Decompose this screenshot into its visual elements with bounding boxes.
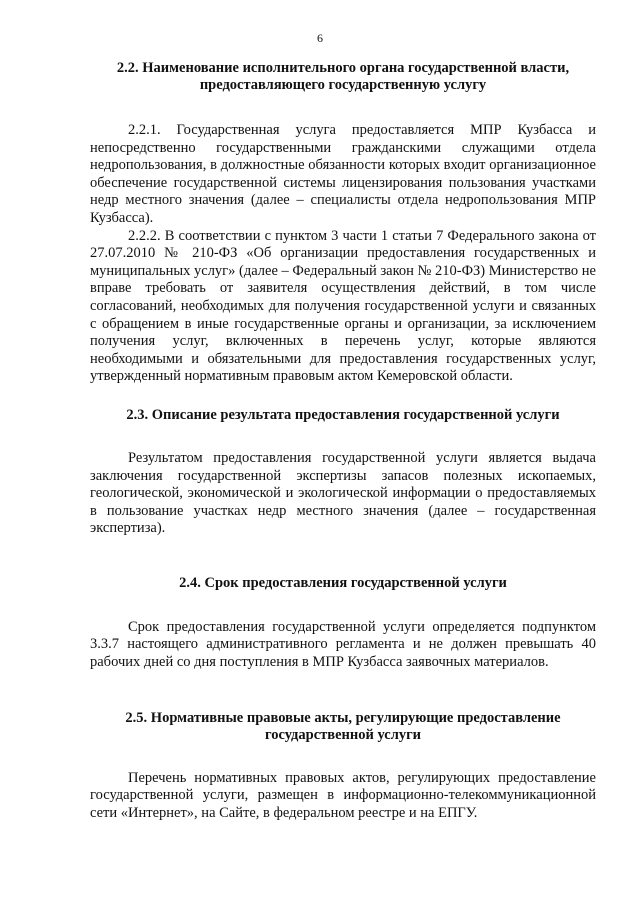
section-2-4-paragraph: Срок предоставления государственной услуги определяется подпунктом 3.3.7 настоящего административного регламента и не должен превышать 40 рабочих дней со дня поступления в МПР Кузбасса заявочных материалов.: [90, 618, 596, 671]
document-body: [90, 60, 596, 822]
section-2-5-paragraph: Перечень нормативных правовых актов, регулирующих предоставление государственной услуги, размещен в информационно-телекоммуникационной сети «Интернет», на Сайте, в федеральном реестре и на ЕПГУ.: [90, 769, 596, 821]
section-2-3-paragraph: Результатом предоставления государственной услуги является выдача заключения государственной экспертизы запасов полезных ископаемых, геологической, экономической и экологической информации о предоставляемых в пользование участках недр местного значения (далее – государственная экспертиза).: [90, 449, 596, 537]
section-2-3-heading: 2.3. Описание результата предоставления государственной услуги: [126, 406, 560, 423]
section-2-2-2-paragraph: 2.2.2. В соответствии с пунктом 3 части 1 статьи 7 Федерального закона от 27.07.2010 № 210-ФЗ «Об организации предоставления государственных и муниципальных услуг» (далее – Федеральный закон № 210-ФЗ) Министерство не вправе требовать от заявителя осуществления действий, в том числе согласований, необходимых для получения государственной услуги и связанных с обращением в иные государственные органы и организации, за исключением получения услуг, включенных в перечень услуг, которые являются необходимыми и обязательными для предоставления государственных услуг, утвержденный нормативным правовым актом Кемеровской области.: [90, 227, 596, 385]
page-number: 6: [317, 31, 323, 45]
section-2-5-heading: 2.5. Нормативные правовые акты, регулирующие предоставление государственной услуги: [125, 709, 561, 743]
section-2-2-heading: 2.2. Наименование исполнительного органа государственной власти, предоставляющего государственную услугу: [116, 60, 570, 93]
section-2-2-1-paragraph: 2.2.1. Государственная услуга предоставляется МПР Кузбасса и непосредственно государственными гражданскими служащими отдела недропользования, в должностные обязанности которых входит организационное обеспечение государственной системы лицензирования пользования участками недр местного значения (далее – специалисты отдела недропользования МПР Кузбасса).: [90, 122, 596, 226]
section-2-4-heading: 2.4. Срок предоставления государственной услуги: [179, 574, 507, 591]
